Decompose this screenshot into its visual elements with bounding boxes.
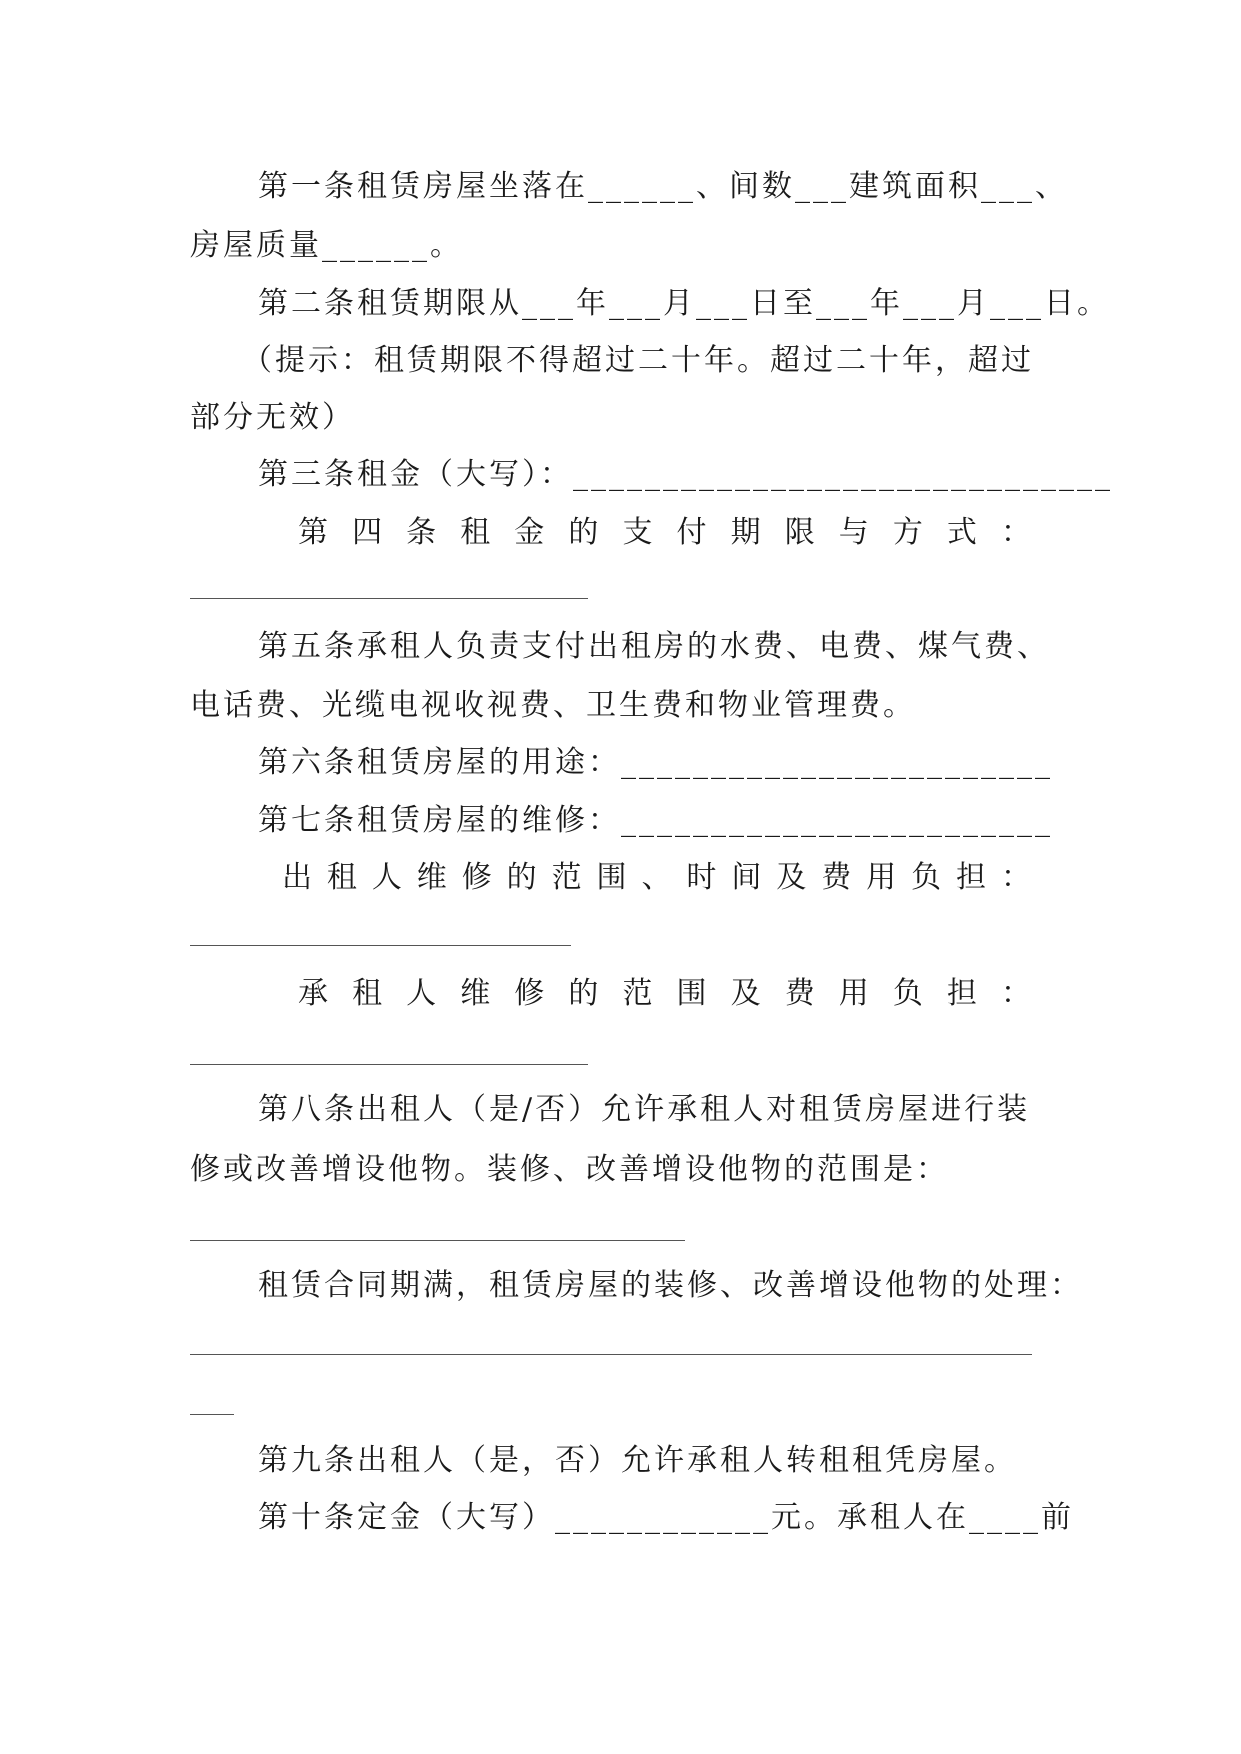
article-7-lessee-line: 承租人维修的范围及费用负担： <box>298 976 1034 1011</box>
article-7-lessor-line: 出租人维修的范围、时间及费用负担： <box>282 860 1034 895</box>
article-1-line-2: 房屋质量______。 <box>190 228 463 263</box>
article-8-expiry-blank-rule <box>190 1354 1032 1355</box>
article-8-blank-rule <box>190 1240 685 1241</box>
article-5-line-2: 电话费、光缆电视收视费、卫生费和物业管理费。 <box>190 688 916 723</box>
article-7-lessor-blank-rule <box>190 945 571 946</box>
article-2-line: 第二条租赁期限从___年___月___日至___年___月___日。 <box>258 286 1110 321</box>
article-1-line-1: 第一条租赁房屋坐落在______、间数___建筑面积___、 <box>258 169 1068 204</box>
article-9-line: 第九条出租人（是，否）允许承租人转租租凭房屋。 <box>258 1443 1017 1478</box>
article-7-lessee-blank-rule <box>190 1064 588 1065</box>
article-2-note-line-1: （提示：租赁期限不得超过二十年。超过二十年，超过 <box>242 343 1034 378</box>
article-8-expiry-line: 租赁合同期满，租赁房屋的装修、改善增设他物的处理： <box>258 1268 1083 1303</box>
article-10-line: 第十条定金（大写）____________元。承租人在____前 <box>258 1500 1074 1535</box>
article-8-line-1: 第八条出租人（是/否）允许承租人对租赁房屋进行装 <box>258 1092 1031 1127</box>
article-8-line-2: 修或改善增设他物。装修、改善增设他物的范围是： <box>190 1152 949 1187</box>
article-3-line: 第三条租金（大写）：______________________________ <box>258 457 1113 492</box>
article-2-note-line-2: 部分无效） <box>190 400 355 435</box>
article-7-line: 第七条租赁房屋的维修：________________________ <box>258 803 1053 838</box>
article-5-line-1: 第五条承租人负责支付出租房的水费、电费、煤气费、 <box>258 629 1050 664</box>
article-4-line: 第四条租金的支付期限与方式： <box>298 515 1034 550</box>
article-8-expiry-blank-rule-tail <box>190 1414 234 1415</box>
article-4-blank-rule <box>190 598 588 599</box>
article-6-line: 第六条租赁房屋的用途：________________________ <box>258 745 1053 780</box>
